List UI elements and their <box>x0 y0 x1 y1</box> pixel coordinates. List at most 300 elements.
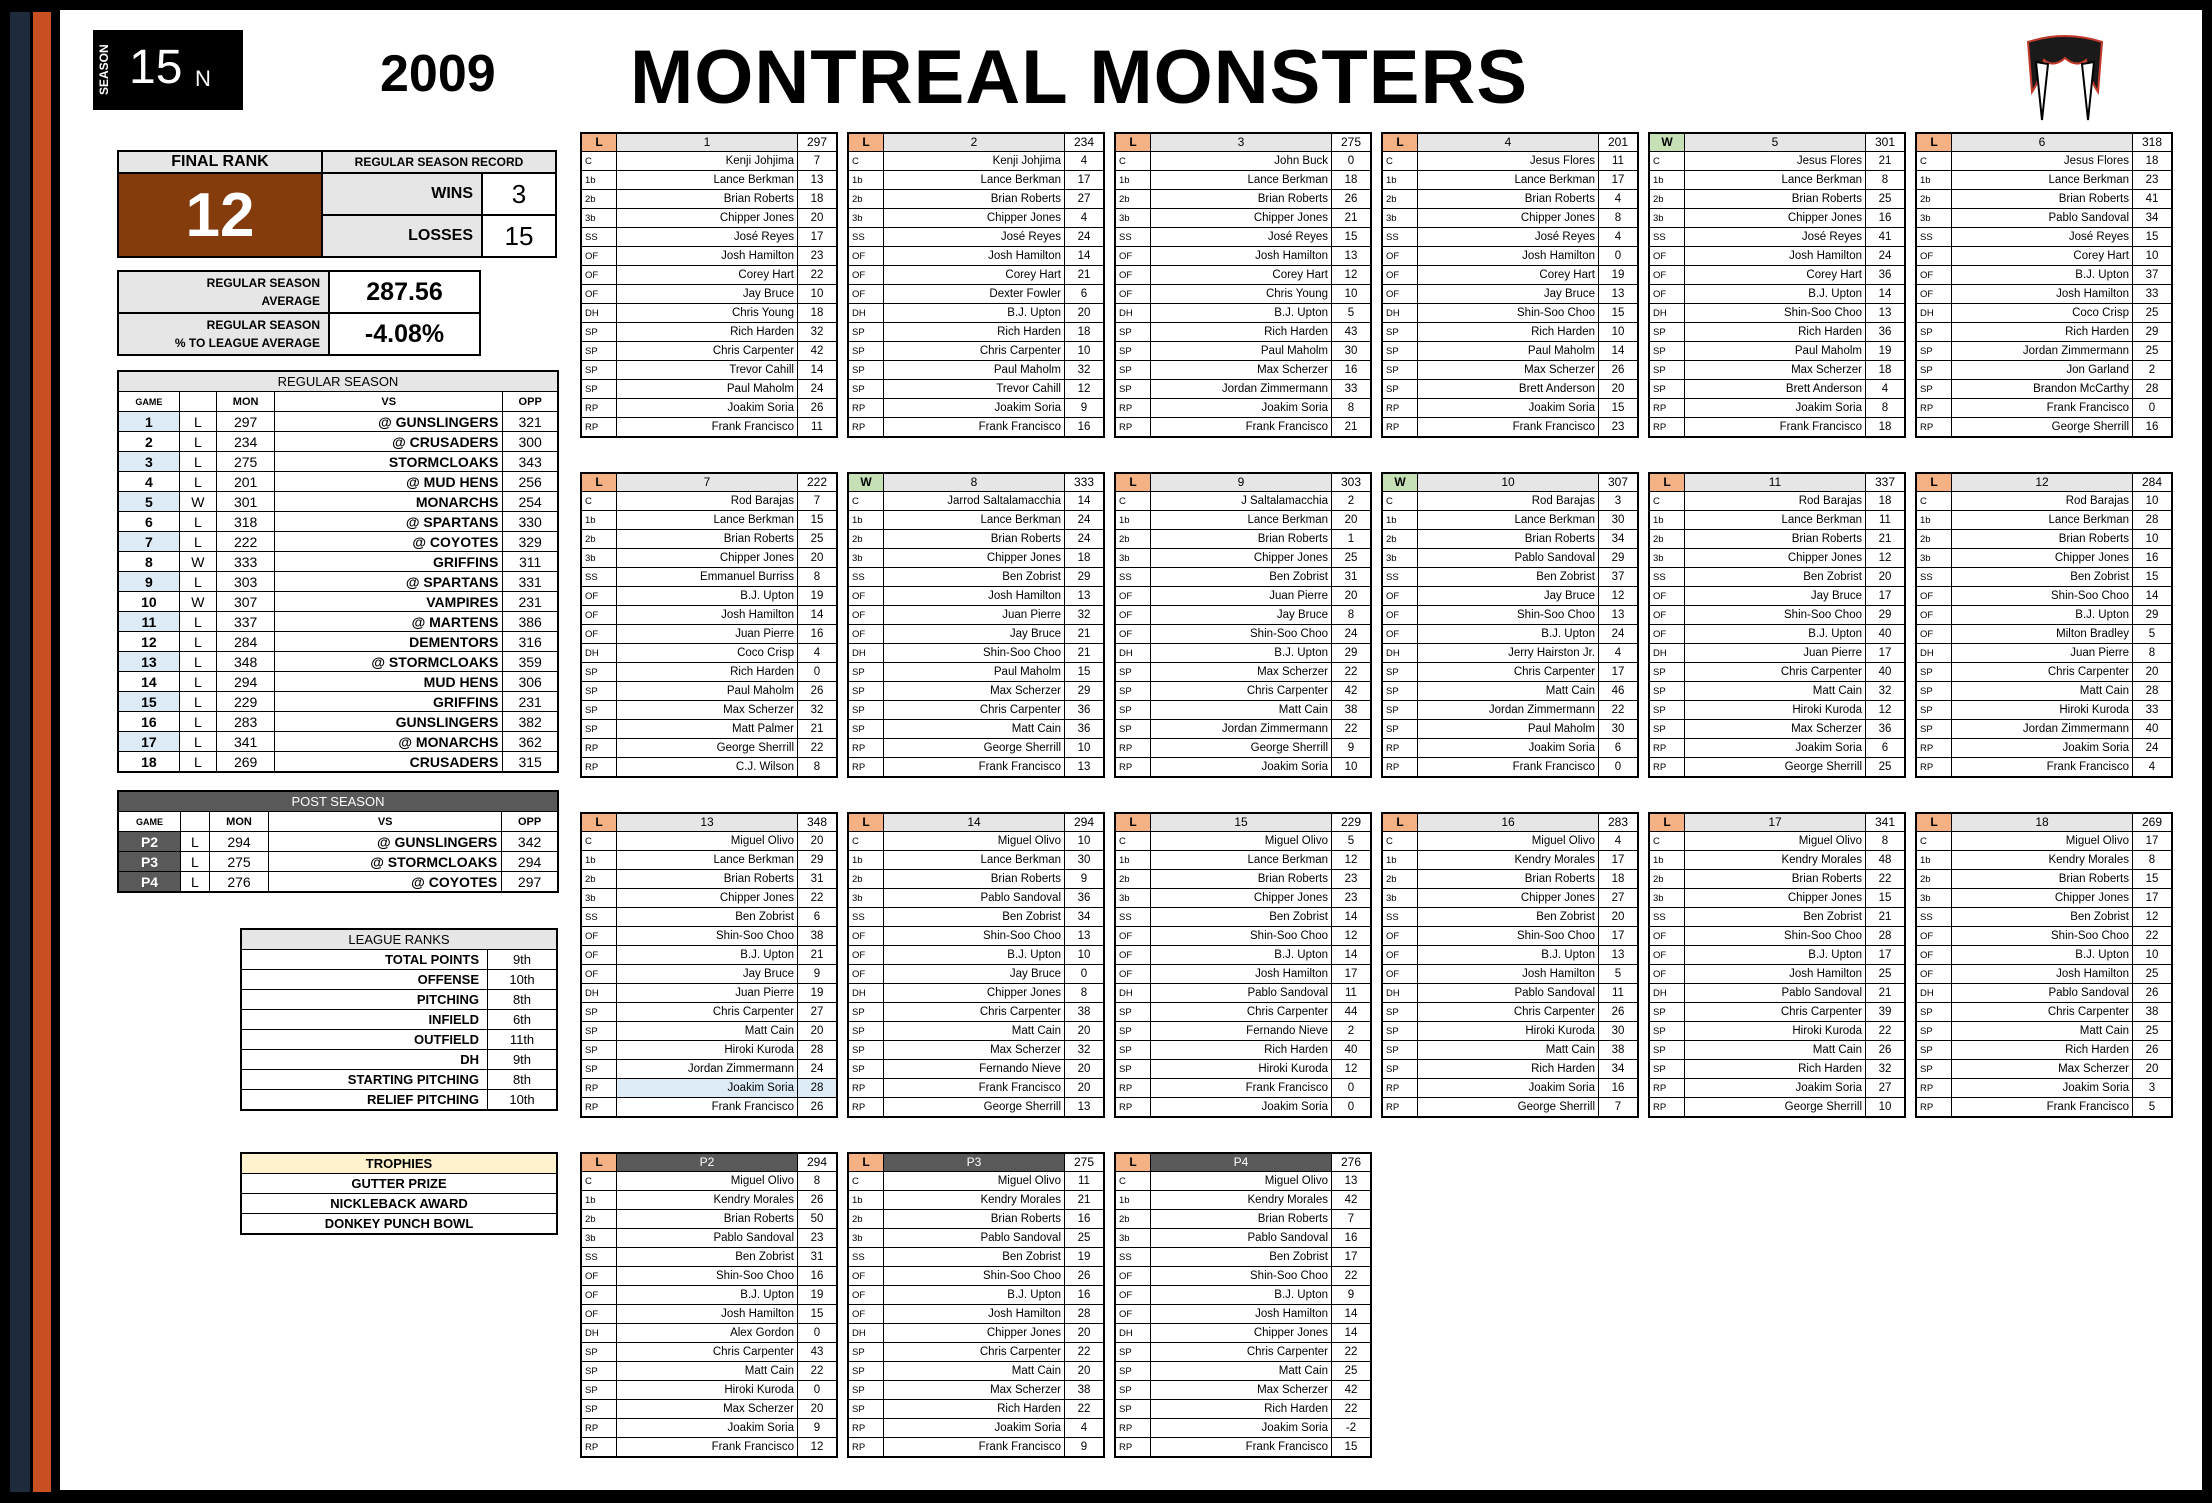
player-row <box>581 323 837 342</box>
player-name: José Reyes <box>884 228 1065 247</box>
player-row <box>848 908 1104 927</box>
player-points: 22 <box>1599 701 1639 720</box>
player-name: Paul Maholm <box>1685 342 1866 361</box>
player-name: Trevor Cahill <box>617 361 798 380</box>
player-position: SP <box>581 342 617 361</box>
player-row <box>1115 965 1371 984</box>
player-row <box>1115 946 1371 965</box>
player-position: RP <box>848 1438 884 1458</box>
player-position: SP <box>1115 1041 1151 1060</box>
player-name: Brian Roberts <box>884 190 1065 209</box>
player-row <box>1916 606 2172 625</box>
player-row <box>1115 399 1371 418</box>
player-name: Chipper Jones <box>617 549 798 568</box>
game-number: 18 <box>118 752 179 773</box>
player-points: 30 <box>1332 342 1372 361</box>
player-row <box>1649 984 1905 1003</box>
player-name: Brian Roberts <box>1151 870 1332 889</box>
player-points: 28 <box>2133 682 2173 701</box>
player-name: Jay Bruce <box>617 285 798 304</box>
player-position: SP <box>581 1041 617 1060</box>
player-name: Juan Pierre <box>884 606 1065 625</box>
player-row <box>848 247 1104 266</box>
player-row <box>1382 606 1638 625</box>
opponent: GRIFFINS <box>275 552 503 572</box>
player-row <box>1916 908 2172 927</box>
opp-score: 330 <box>503 512 558 532</box>
player-row <box>1649 832 1905 851</box>
game-number: 17 <box>118 732 179 752</box>
player-row <box>1115 758 1371 778</box>
player-position: OF <box>1382 927 1418 946</box>
player-points: 9 <box>1332 1286 1372 1305</box>
player-points: 26 <box>798 1098 838 1118</box>
player-points: 39 <box>1866 1003 1906 1022</box>
player-position: OF <box>1115 1305 1151 1324</box>
mon-score: 229 <box>217 692 275 712</box>
player-position: OF <box>1649 285 1685 304</box>
player-row <box>1115 1098 1371 1118</box>
mon-score: 269 <box>217 752 275 773</box>
regular-season-row <box>118 732 558 752</box>
game-result-badge: L <box>1916 813 1952 832</box>
player-points: 21 <box>798 946 838 965</box>
player-position: OF <box>581 266 617 285</box>
player-points: 24 <box>1065 530 1105 549</box>
player-name: José Reyes <box>617 228 798 247</box>
player-name: Matt Cain <box>1151 701 1332 720</box>
player-points: 27 <box>1866 1079 1906 1098</box>
player-position: OF <box>848 247 884 266</box>
player-row <box>1115 587 1371 606</box>
player-row <box>1382 1098 1638 1118</box>
game-boxscore <box>1114 1152 1372 1458</box>
player-points: 14 <box>1332 1305 1372 1324</box>
player-points: 41 <box>2133 190 2173 209</box>
player-name: Frank Francisco <box>884 758 1065 778</box>
player-row <box>1649 889 1905 908</box>
player-points: 21 <box>1866 530 1906 549</box>
player-points: 15 <box>1866 889 1906 908</box>
player-row <box>1649 758 1905 778</box>
post-season-header-row <box>118 812 558 832</box>
player-position: 1b <box>848 1191 884 1210</box>
player-row <box>581 701 837 720</box>
game-result: W <box>179 592 216 612</box>
player-name: Corey Hart <box>1952 247 2133 266</box>
player-name: Ben Zobrist <box>884 568 1065 587</box>
player-points: 0 <box>798 1381 838 1400</box>
player-name: Kendry Morales <box>1685 851 1866 870</box>
player-points: 13 <box>1599 606 1639 625</box>
player-name: Hiroki Kuroda <box>1685 1022 1866 1041</box>
player-position: SP <box>1115 1003 1151 1022</box>
player-name: Miguel Olivo <box>1685 832 1866 851</box>
player-row <box>1916 285 2172 304</box>
player-position: DH <box>848 1324 884 1343</box>
game-result: W <box>179 492 216 512</box>
player-row <box>848 171 1104 190</box>
player-row <box>581 720 837 739</box>
player-position: SP <box>1382 682 1418 701</box>
player-name: Chipper Jones <box>1685 889 1866 908</box>
player-points: 26 <box>1599 1003 1639 1022</box>
player-position: 3b <box>1382 889 1418 908</box>
player-points: 25 <box>1332 1362 1372 1381</box>
player-points: 2 <box>2133 361 2173 380</box>
player-position: SP <box>1382 323 1418 342</box>
player-points: 27 <box>1599 889 1639 908</box>
mon-score: 276 <box>209 872 268 893</box>
left-orange-stripe <box>33 12 51 1492</box>
regular-season-row <box>118 412 558 432</box>
player-position: SP <box>1115 682 1151 701</box>
player-name: Jon Garland <box>1952 361 2133 380</box>
player-name: B.J. Upton <box>1685 946 1866 965</box>
player-row <box>581 1022 837 1041</box>
player-name: Joakim Soria <box>1151 1419 1332 1438</box>
player-points: 32 <box>1866 682 1906 701</box>
player-name: Rich Harden <box>1151 323 1332 342</box>
player-row <box>1916 266 2172 285</box>
player-name: Brian Roberts <box>1151 1210 1332 1229</box>
player-name: Shin-Soo Choo <box>1685 304 1866 323</box>
player-row <box>1916 399 2172 418</box>
player-name: Shin-Soo Choo <box>1418 304 1599 323</box>
player-name: George Sherrill <box>884 739 1065 758</box>
player-row <box>1382 1003 1638 1022</box>
player-points: 16 <box>2133 549 2173 568</box>
player-row <box>1115 418 1371 438</box>
player-position: DH <box>1916 304 1952 323</box>
player-points: 32 <box>1065 361 1105 380</box>
player-points: 13 <box>1599 285 1639 304</box>
player-points: 5 <box>1599 965 1639 984</box>
game-result: W <box>179 552 216 572</box>
player-row <box>1115 720 1371 739</box>
player-name: Max Scherzer <box>1418 361 1599 380</box>
player-row <box>848 587 1104 606</box>
player-position: OF <box>1382 946 1418 965</box>
player-name: Ben Zobrist <box>1418 568 1599 587</box>
player-name: Chris Carpenter <box>1418 663 1599 682</box>
player-row <box>1916 927 2172 946</box>
player-position: C <box>1115 832 1151 851</box>
average-table <box>117 270 481 356</box>
player-points: 22 <box>1332 1343 1372 1362</box>
player-row <box>1382 530 1638 549</box>
player-name: Matt Cain <box>1151 1362 1332 1381</box>
player-points: 25 <box>798 530 838 549</box>
player-position: 2b <box>1115 1210 1151 1229</box>
player-row <box>848 758 1104 778</box>
player-row <box>581 530 837 549</box>
player-points: 17 <box>1866 644 1906 663</box>
player-points: 7 <box>798 492 838 511</box>
player-position: SP <box>1649 1060 1685 1079</box>
game-header-row <box>1115 133 1371 152</box>
player-row <box>581 152 837 171</box>
player-points: 34 <box>1065 908 1105 927</box>
player-name: José Reyes <box>1685 228 1866 247</box>
player-row <box>848 870 1104 889</box>
player-points: 20 <box>798 1400 838 1419</box>
player-points: 23 <box>1332 870 1372 889</box>
player-position: SS <box>1649 228 1685 247</box>
player-position: C <box>1649 152 1685 171</box>
game-number: 4 <box>118 472 179 492</box>
player-row <box>581 418 837 438</box>
mon-score: 283 <box>217 712 275 732</box>
player-row <box>1916 1079 2172 1098</box>
player-points: 38 <box>1065 1003 1105 1022</box>
player-name: Hiroki Kuroda <box>1151 1060 1332 1079</box>
player-name: Josh Hamilton <box>617 606 798 625</box>
player-row <box>1649 625 1905 644</box>
player-name: Lance Berkman <box>617 511 798 530</box>
player-position: SP <box>1382 720 1418 739</box>
player-points: 22 <box>1065 1343 1105 1362</box>
player-row <box>1382 1060 1638 1079</box>
player-points: 19 <box>798 984 838 1003</box>
player-points: 32 <box>1866 1060 1906 1079</box>
player-points: 8 <box>1866 171 1906 190</box>
player-position: 1b <box>1382 851 1418 870</box>
player-position: OF <box>1115 587 1151 606</box>
player-name: Chipper Jones <box>1151 1324 1332 1343</box>
player-row <box>848 549 1104 568</box>
player-position: RP <box>1382 1079 1418 1098</box>
player-position: C <box>848 832 884 851</box>
player-points: 17 <box>1065 171 1105 190</box>
player-position: SS <box>1382 568 1418 587</box>
player-row <box>581 380 837 399</box>
game-result: L <box>179 632 216 652</box>
player-position: 1b <box>581 1191 617 1210</box>
player-position: RP <box>848 1079 884 1098</box>
game-total: 276 <box>1332 1153 1372 1172</box>
game-total: 333 <box>1065 473 1105 492</box>
player-row <box>1382 701 1638 720</box>
player-row <box>1649 965 1905 984</box>
player-name: Josh Hamilton <box>1685 965 1866 984</box>
player-name: Jordan Zimmermann <box>1952 720 2133 739</box>
player-points: 43 <box>1332 323 1372 342</box>
player-row <box>581 361 837 380</box>
player-points: 10 <box>1065 832 1105 851</box>
player-row <box>848 1267 1104 1286</box>
player-points: 20 <box>1599 380 1639 399</box>
player-name: Jay Bruce <box>1151 606 1332 625</box>
player-position: 1b <box>848 851 884 870</box>
regular-season-row <box>118 512 558 532</box>
player-points: 2 <box>1332 1022 1372 1041</box>
player-position: RP <box>1115 739 1151 758</box>
player-points: 12 <box>2133 908 2173 927</box>
player-points: 30 <box>1599 720 1639 739</box>
player-points: 38 <box>1332 701 1372 720</box>
player-name: Brian Roberts <box>884 1210 1065 1229</box>
season-year: 2009 <box>380 45 496 103</box>
rank-category: RELIEF PITCHING <box>241 1090 488 1111</box>
player-position: OF <box>1115 285 1151 304</box>
player-position: SP <box>1115 1022 1151 1041</box>
player-name: Rich Harden <box>617 663 798 682</box>
player-row <box>848 361 1104 380</box>
player-row <box>581 739 837 758</box>
player-points: 19 <box>1065 1248 1105 1267</box>
player-row <box>848 663 1104 682</box>
game-header-row <box>848 813 1104 832</box>
player-name: Jordan Zimmermann <box>1952 342 2133 361</box>
game-label: 16 <box>1418 813 1599 832</box>
player-name: Rod Barajas <box>1418 492 1599 511</box>
player-name: Rod Barajas <box>1685 492 1866 511</box>
player-position: C <box>581 492 617 511</box>
player-row <box>581 682 837 701</box>
player-points: 22 <box>798 739 838 758</box>
player-points: 13 <box>1065 927 1105 946</box>
player-position: SP <box>1382 1060 1418 1079</box>
player-row <box>848 927 1104 946</box>
player-row <box>848 399 1104 418</box>
player-name: Kenji Johjima <box>617 152 798 171</box>
trophy-name: DONKEY PUNCH BOWL <box>241 1214 557 1235</box>
player-position: SS <box>581 568 617 587</box>
player-name: Chipper Jones <box>1418 209 1599 228</box>
game-result-badge: L <box>1916 133 1952 152</box>
player-position: 3b <box>1382 209 1418 228</box>
player-points: 6 <box>1065 285 1105 304</box>
player-points: 17 <box>1599 171 1639 190</box>
player-name: Max Scherzer <box>884 1041 1065 1060</box>
regular-season-header-cell: VS <box>275 392 503 412</box>
game-header-row <box>581 473 837 492</box>
league-rank-row <box>241 1070 557 1090</box>
player-points: 41 <box>1866 228 1906 247</box>
player-points: 32 <box>1065 606 1105 625</box>
regular-season-row <box>118 632 558 652</box>
player-position: SP <box>1916 1022 1952 1041</box>
opponent: GRIFFINS <box>275 692 503 712</box>
player-points: 20 <box>798 832 838 851</box>
opponent: VAMPIRES <box>275 592 503 612</box>
player-points: 18 <box>798 304 838 323</box>
player-position: SP <box>581 1381 617 1400</box>
player-position: RP <box>1649 418 1685 438</box>
player-position: OF <box>1916 946 1952 965</box>
player-row <box>848 851 1104 870</box>
player-row <box>1115 1305 1371 1324</box>
final-rank-table <box>117 150 557 258</box>
player-position: 3b <box>1115 1229 1151 1248</box>
player-row <box>1916 171 2172 190</box>
game-boxscore <box>1915 472 2173 778</box>
player-name: Rich Harden <box>1685 1060 1866 1079</box>
player-name: Josh Hamilton <box>884 247 1065 266</box>
game-result: L <box>179 732 216 752</box>
player-position: DH <box>1382 984 1418 1003</box>
game-total: 201 <box>1599 133 1639 152</box>
game-total: 341 <box>1866 813 1906 832</box>
player-name: Hiroki Kuroda <box>617 1381 798 1400</box>
player-position: OF <box>581 965 617 984</box>
player-position: 3b <box>581 1229 617 1248</box>
player-position: DH <box>1916 984 1952 1003</box>
player-position: DH <box>581 304 617 323</box>
game-boxscore <box>580 1152 838 1458</box>
player-position: C <box>1382 832 1418 851</box>
player-position: RP <box>1649 758 1685 778</box>
player-row <box>848 946 1104 965</box>
player-points: 12 <box>1332 927 1372 946</box>
player-position: OF <box>848 625 884 644</box>
player-row <box>848 701 1104 720</box>
player-name: Chris Young <box>1151 285 1332 304</box>
player-points: 19 <box>1599 266 1639 285</box>
player-name: Juan Pierre <box>1952 644 2133 663</box>
player-name: Max Scherzer <box>1151 1381 1332 1400</box>
player-position: RP <box>1382 418 1418 438</box>
player-points: 20 <box>1332 587 1372 606</box>
player-position: OF <box>1115 247 1151 266</box>
player-points: 40 <box>2133 720 2173 739</box>
player-name: George Sherrill <box>884 1098 1065 1118</box>
player-points: 21 <box>1065 644 1105 663</box>
game-header-row <box>1916 813 2172 832</box>
player-position: 1b <box>848 511 884 530</box>
player-position: C <box>1115 152 1151 171</box>
player-position: 2b <box>1649 530 1685 549</box>
player-name: Hiroki Kuroda <box>1685 701 1866 720</box>
player-points: 24 <box>2133 739 2173 758</box>
player-points: 6 <box>1599 739 1639 758</box>
player-name: Kendry Morales <box>1151 1191 1332 1210</box>
player-position: RP <box>1115 1419 1151 1438</box>
player-points: 26 <box>1599 361 1639 380</box>
player-name: Josh Hamilton <box>884 587 1065 606</box>
player-position: 3b <box>1649 889 1685 908</box>
player-position: OF <box>848 1267 884 1286</box>
player-row <box>1115 606 1371 625</box>
player-row <box>1916 870 2172 889</box>
player-points: 33 <box>2133 701 2173 720</box>
game-result-badge: L <box>848 133 884 152</box>
player-position: OF <box>1115 625 1151 644</box>
player-row <box>1382 832 1638 851</box>
player-name: Brian Roberts <box>1952 530 2133 549</box>
player-position: 2b <box>1115 530 1151 549</box>
player-points: 15 <box>2133 228 2173 247</box>
player-position: SS <box>1115 908 1151 927</box>
player-row <box>1115 171 1371 190</box>
player-row <box>1382 399 1638 418</box>
player-points: 10 <box>1866 1098 1906 1118</box>
game-number: 7 <box>118 532 179 552</box>
player-position: SS <box>848 1248 884 1267</box>
game-number: P2 <box>118 832 181 852</box>
game-number: 8 <box>118 552 179 572</box>
regular-season-row <box>118 452 558 472</box>
player-position: OF <box>1649 587 1685 606</box>
player-points: 12 <box>1599 587 1639 606</box>
player-points: 25 <box>2133 304 2173 323</box>
player-position: C <box>581 152 617 171</box>
player-row <box>1649 285 1905 304</box>
player-points: 16 <box>1599 1079 1639 1098</box>
player-row <box>581 399 837 418</box>
player-points: 9 <box>1065 1438 1105 1458</box>
